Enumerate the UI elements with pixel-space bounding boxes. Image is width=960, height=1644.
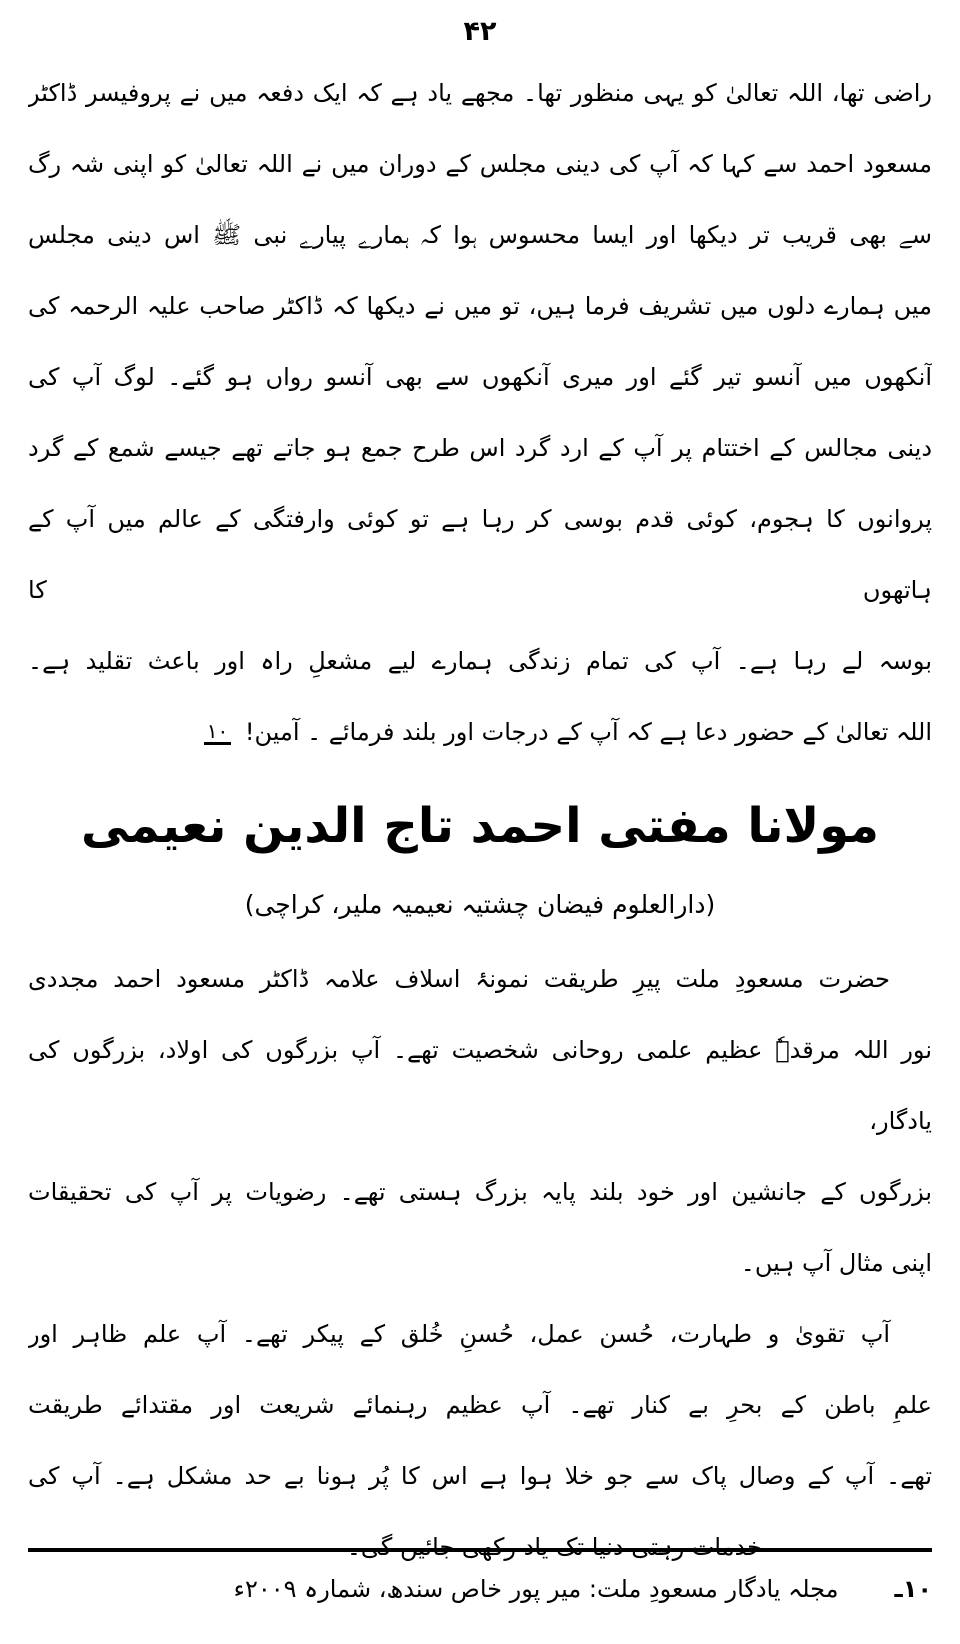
body-line: بزرگوں کے جانشین اور خود بلند پایہ بزرگ ہستی تھے۔ رضویات پر آپ کی تحقیقات [28, 1178, 932, 1206]
footnote-text: مجلہ یادگار مسعودِ ملت: میر پور خاص سندھ، شمارہ ۲۰۰۹ء [233, 1575, 839, 1603]
paragraph-2 [28, 944, 932, 1299]
section-subtitle: (دارالعلوم فیضان چشتیہ نعیمیہ ملیر، کراچی) [244, 890, 716, 919]
section-heading: مولانا مفتی احمد تاج الدین نعیمی [80, 798, 880, 854]
amen-line [28, 697, 932, 768]
body-line: سے بھی قریب تر دیکھا اور ایسا محسوس ہوا کہ ہمارے پیارے نبی ﷺ اس دینی مجلس [28, 221, 932, 249]
body-line-text: اللہ تعالیٰ کے حضور دعا ہے کہ آپ کے درجات اور بلند فرمائے ۔ آمین! [244, 718, 932, 746]
footnote-divider [28, 1548, 932, 1552]
paragraph-1 [28, 58, 932, 768]
body-line: آپ تقویٰ و طہارت، حُسن عمل، حُسنِ خُلق کے پیکر تھے۔ آپ علم ظاہر اور [28, 1320, 890, 1348]
body-line: بوسہ لے رہا ہے۔ آپ کی تمام زندگی ہمارے لیے مشعلِ راہ اور باعث تقلید ہے۔ [28, 647, 932, 675]
body-line: تھے۔ آپ کے وصال پاک سے جو خلا ہوا ہے اس کا پُر ہونا بے حد مشکل ہے۔ آپ کی [28, 1462, 932, 1490]
body-line: اپنی مثال آپ ہیں۔ [740, 1249, 932, 1277]
body-line: مسعود احمد سے کہا کہ آپ کی دینی مجلس کے دوران میں نے اللہ تعالیٰ کو اپنی شہ رگ [28, 150, 932, 178]
body-line: حضرت مسعودِ ملت پیرِ طریقت نمونۂ اسلاف علامہ ڈاکٹر مسعود احمد مجددی [28, 965, 890, 993]
footnote-reference: ۱۰ [204, 720, 231, 745]
body-line: آنکھوں میں آنسو تیر گئے اور میری آنکھوں سے بھی آنسو رواں ہو گئے۔ لوگ آپ کی [28, 363, 932, 391]
body-line: راضی تھا، اللہ تعالیٰ کو یہی منظور تھا۔ مجھے یاد ہے کہ ایک دفعہ میں نے پروفیسر ڈاکٹر [28, 79, 932, 107]
paragraph-3 [28, 1299, 932, 1583]
page-number: ۴۲ [463, 16, 497, 47]
footnote-marker: ۱۰ـ [894, 1575, 932, 1603]
body-line: علمِ باطن کے بحرِ بے کنار تھے۔ آپ عظیم رہنمائے شریعت اور مقتدائے طریقت [28, 1391, 932, 1419]
body-line: پروانوں کا ہجوم، کوئی قدم بوسی کر رہا ہے تو کوئی وارفتگی کے عالم میں آپ کے ہاتھوں کا [28, 505, 932, 604]
footnote-section [28, 1548, 932, 1616]
body-line: دینی مجالس کے اختتام پر آپ کے ارد گرد اس طرح جمع ہو جاتے تھے جیسے شمع کے گرد [28, 434, 932, 462]
body-line: نور اللہ مرقدہٗ عظیم علمی روحانی شخصیت تھے۔ آپ بزرگوں کی اولاد، بزرگوں کی یادگار، [28, 1036, 932, 1135]
body-line: میں ہمارے دلوں میں تشریف فرما ہیں، تو میں نے دیکھا کہ ڈاکٹر صاحب علیہ الرحمہ کی [28, 292, 932, 320]
footnote [28, 1562, 932, 1616]
closing-line: خدمات رہتی دنیا تک یاد رکھی جائیں گی۔ [346, 1533, 762, 1561]
